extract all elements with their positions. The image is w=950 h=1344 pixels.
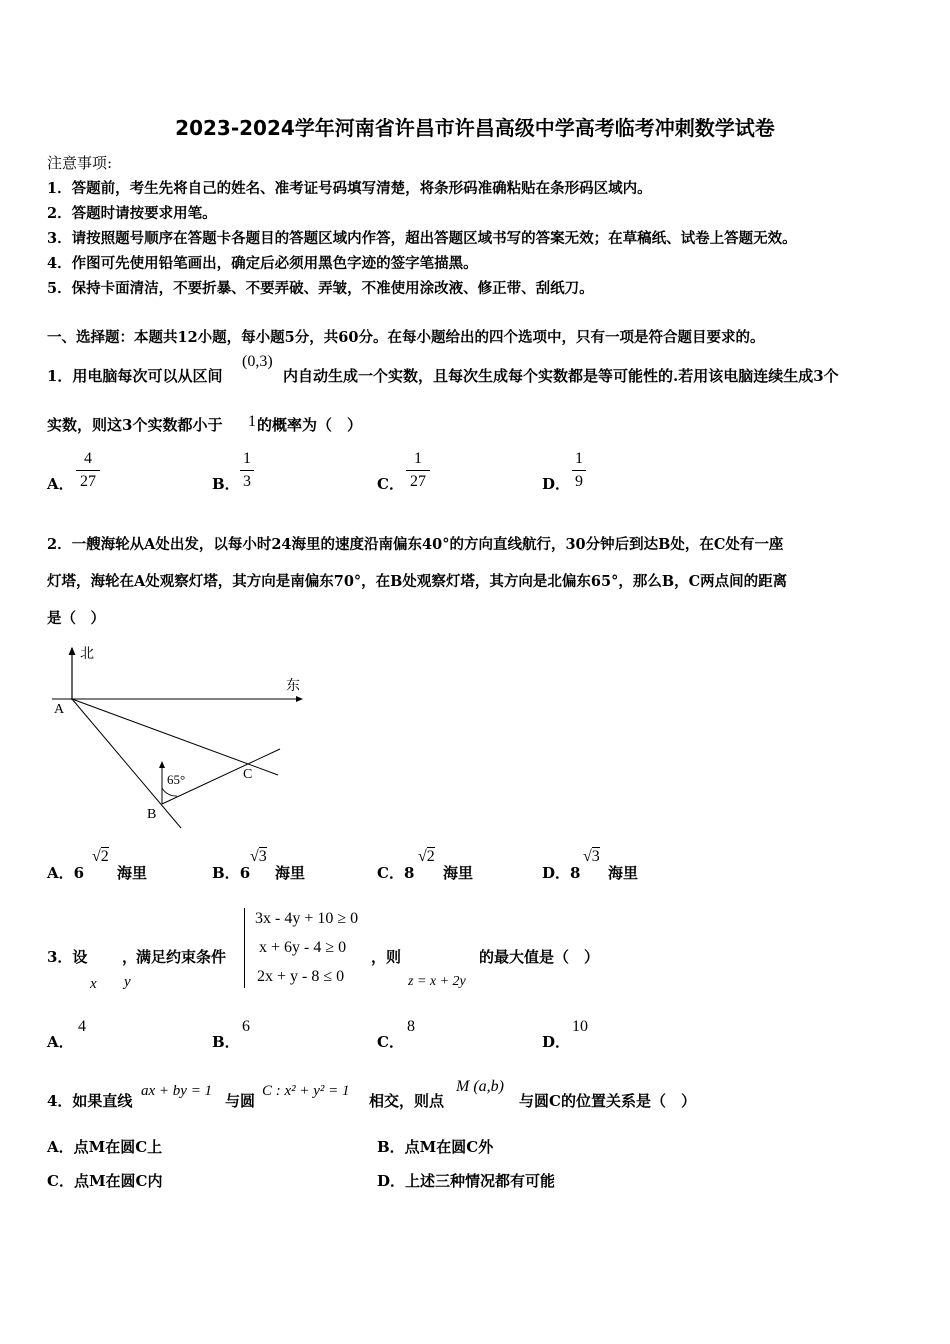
q3-var-x: x bbox=[90, 976, 97, 992]
q1-option-a-fraction: 4 27 bbox=[76, 450, 100, 491]
notice-item: 2．答题时请按要求用笔。 bbox=[47, 205, 217, 222]
q4-option-b[interactable]: B．点M在圆C外 bbox=[377, 1138, 494, 1156]
q4-point: M (a,b) bbox=[456, 1078, 504, 1095]
q2-option-d[interactable]: D．8 bbox=[542, 864, 581, 882]
constraint-brace bbox=[244, 908, 253, 988]
q2-option-c-unit: 海里 bbox=[443, 864, 474, 882]
q3-option-c-value: 8 bbox=[407, 1018, 415, 1035]
line-ac bbox=[72, 699, 278, 775]
q3-option-c-label[interactable]: C． bbox=[377, 1033, 404, 1051]
q1-option-d-label[interactable]: D． bbox=[542, 475, 571, 493]
q1-interval: (0,3) bbox=[242, 353, 273, 370]
q2-option-d-unit: 海里 bbox=[608, 864, 639, 882]
section-heading: 一、选择题：本题共12小题，每小题5分，共60分。在每小题给出的四个选项中，只有一项是符合题目要求的。 bbox=[47, 329, 765, 346]
notice-item: 4．作图可先使用铅笔画出，确定后必须用黑色字迹的签字笔描黑。 bbox=[47, 255, 478, 272]
q2-option-c-sqrt: √2 bbox=[418, 848, 435, 865]
q3-option-b-label[interactable]: B． bbox=[212, 1033, 240, 1051]
q2-option-a-sqrt: √2 bbox=[92, 848, 109, 865]
q2-navigation-diagram bbox=[44, 638, 314, 834]
q2-text: 灯塔，海轮在A处观察灯塔，其方向是南偏东70°，在B处观察灯塔，其方向是北偏东65°，那么B，C两点间的距离 bbox=[47, 573, 788, 590]
q3-option-d-label[interactable]: D． bbox=[542, 1033, 571, 1051]
q3-text: ， bbox=[122, 948, 138, 966]
angle-arc bbox=[162, 788, 177, 796]
point-a-label: A bbox=[54, 702, 65, 717]
q3-objective: z = x + 2y bbox=[408, 974, 466, 989]
q3-text: 满足约束条件 bbox=[136, 948, 227, 966]
q4-text: 4．如果直线 bbox=[47, 1092, 133, 1110]
q4-option-a[interactable]: A．点M在圆C上 bbox=[47, 1138, 163, 1156]
q2-option-d-sqrt: √3 bbox=[583, 848, 600, 865]
q2-text: 是（ ） bbox=[47, 610, 105, 627]
east-label: 东 bbox=[286, 678, 300, 694]
q1-option-b-label[interactable]: B． bbox=[212, 475, 240, 493]
q2-text: 2．一艘海轮从A处出发，以每小时24海里的速度沿南偏东40°的方向直线航行，30分钟后到达B处，在C处有一座 bbox=[47, 536, 784, 553]
notice-item: 1．答题前，考生先将自己的姓名、准考证号码填写清楚，将条形码准确粘贴在条形码区域内。 bbox=[47, 180, 652, 197]
q4-option-d[interactable]: D．上述三种情况都有可能 bbox=[377, 1172, 556, 1190]
q3-constraint-3: 2x + y - 8 ≤ 0 bbox=[257, 968, 345, 985]
q2-option-a-unit: 海里 bbox=[117, 864, 148, 882]
q3-option-d-value: 10 bbox=[572, 1018, 588, 1035]
q3-option-a-value: 4 bbox=[78, 1018, 86, 1035]
q3-var-y: y bbox=[124, 974, 131, 990]
q1-text: 实数，则这3个实数都小于 bbox=[47, 416, 223, 434]
q3-text: 的最大值是（ ） bbox=[479, 948, 600, 966]
q2-option-b-sqrt: √3 bbox=[250, 848, 267, 865]
q3-text: ，则 bbox=[371, 948, 402, 966]
q2-option-b[interactable]: B．6 bbox=[212, 864, 251, 882]
q2-option-a[interactable]: A．6 bbox=[47, 864, 85, 882]
north-label: 北 bbox=[80, 646, 94, 662]
q3-option-b-value: 6 bbox=[242, 1018, 250, 1035]
q4-circle-equation: C : x² + y² = 1 bbox=[262, 1083, 350, 1099]
q3-constraint-2: x + 6y - 4 ≥ 0 bbox=[259, 939, 347, 956]
notice-item: 3．请按照题号顺序在答题卡各题目的答题区域内作答，超出答题区域书写的答案无效；在草稿纸、试卷上答题无效。 bbox=[47, 230, 797, 247]
q4-line-equation: ax + by = 1 bbox=[141, 1083, 213, 1099]
q1-text: 内自动生成一个实数，且每次生成每个实数都是等可能性的.若用该电脑连续生成3个 bbox=[283, 367, 839, 385]
point-b-label: B bbox=[147, 807, 157, 822]
q3-text: 3．设 bbox=[47, 948, 88, 966]
q1-one: 1 bbox=[248, 413, 256, 430]
q1-option-a-label[interactable]: A． bbox=[47, 475, 74, 493]
q3-option-a-label[interactable]: A． bbox=[47, 1033, 74, 1051]
q4-option-c[interactable]: C．点M在圆C内 bbox=[47, 1172, 163, 1190]
q2-option-b-unit: 海里 bbox=[275, 864, 306, 882]
q1-option-b-fraction: 1 3 bbox=[240, 450, 254, 491]
notice-heading: 注意事项: bbox=[47, 154, 113, 172]
q1-option-c-label[interactable]: C． bbox=[377, 475, 404, 493]
angle-label: 65° bbox=[167, 772, 186, 787]
q3-constraint-1: 3x - 4y + 10 ≥ 0 bbox=[255, 910, 359, 927]
q1-option-d-fraction: 1 9 bbox=[572, 450, 586, 491]
page-title: 2023-2024学年河南省许昌市许昌高级中学高考临考冲刺数学试卷 bbox=[175, 116, 775, 140]
q1-option-c-fraction: 1 27 bbox=[406, 450, 430, 491]
point-c-label: C bbox=[243, 767, 253, 782]
notice-item: 5．保持卡面清洁，不要折暴、不要弄破、弄皱，不准使用涂改液、修正带、刮纸刀。 bbox=[47, 280, 594, 297]
q4-text: 相交，则点 bbox=[369, 1092, 445, 1110]
q2-option-c[interactable]: C．8 bbox=[377, 864, 415, 882]
q1-text: 1．用电脑每次可以从区间 bbox=[47, 367, 223, 385]
q1-text: 的概率为（ ） bbox=[257, 416, 363, 434]
q4-text: 与圆C的位置关系是（ ） bbox=[519, 1092, 696, 1110]
q4-text: 与圆 bbox=[225, 1092, 256, 1110]
path-ab bbox=[72, 699, 181, 828]
